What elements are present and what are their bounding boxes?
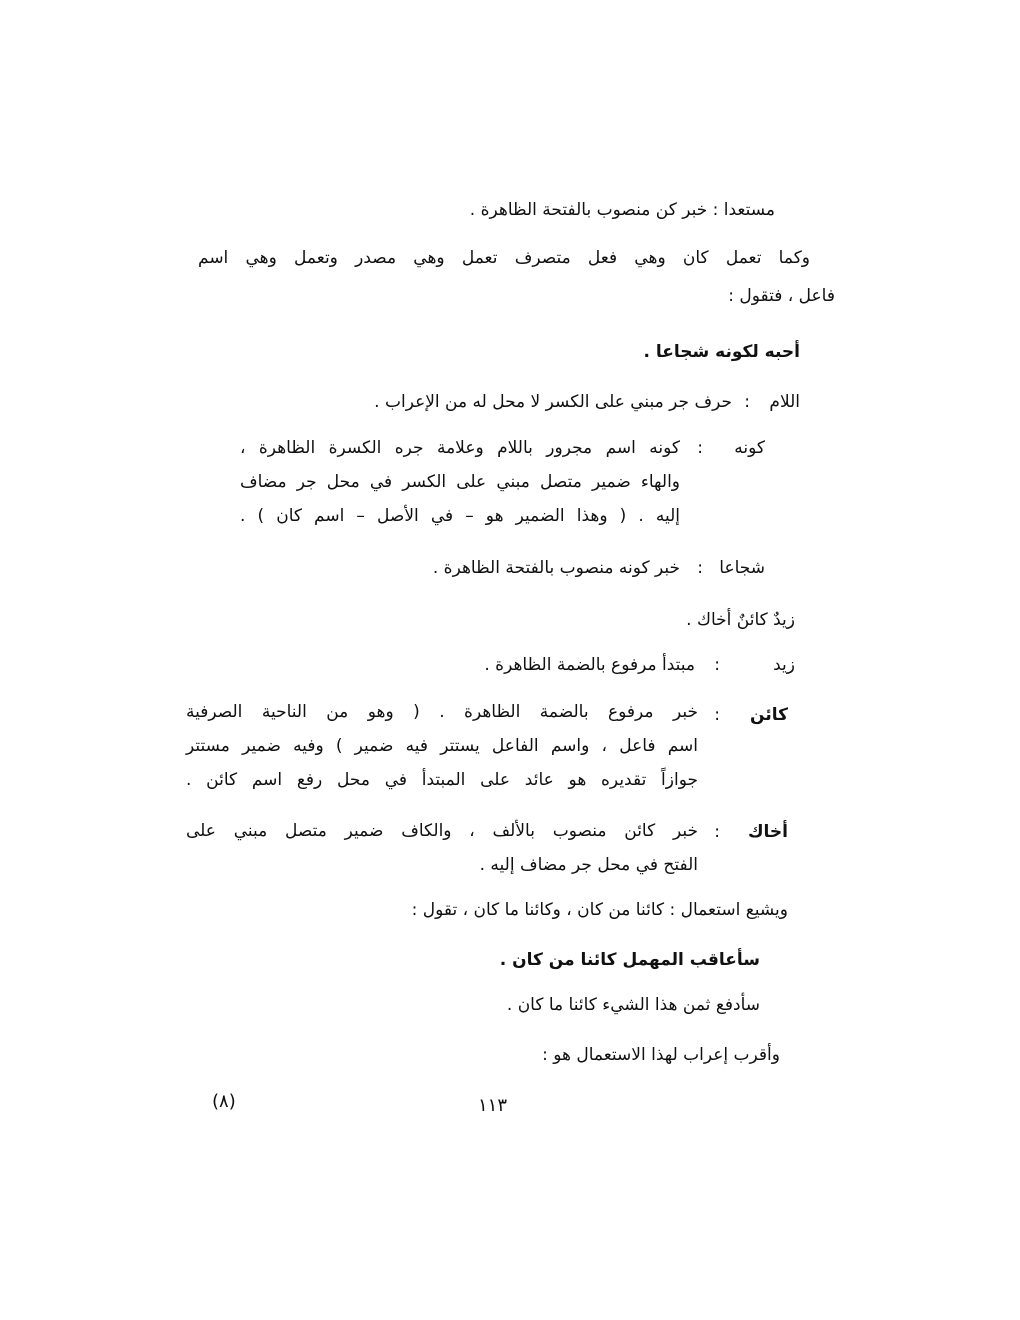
entry-label: كونه bbox=[734, 438, 765, 458]
entry-kawnih bbox=[165, 436, 765, 546]
entry-text: خبر كائن منصوب بالألف ، والكاف ضمير متصل مبني على bbox=[186, 821, 698, 841]
entry-label: أخاك bbox=[747, 822, 788, 842]
paragraph-line-2: فاعل ، فتقول : bbox=[728, 286, 835, 306]
entry-lam bbox=[180, 390, 800, 424]
entry-text: والهاء ضمير متصل مبني على الكسر في محل جر مضاف bbox=[240, 472, 680, 492]
entry-text: خبر مرفوع بالضمة الظاهرة . ( وهو من الناحية الصرفية bbox=[186, 702, 698, 722]
entry-colon: : bbox=[714, 822, 720, 842]
example-sentence-3: سأعاقب المهمل كائنا من كان . bbox=[499, 950, 760, 970]
entry-text: الفتح في محل جر مضاف إليه . bbox=[479, 855, 698, 875]
entry-text: مبتدأ مرفوع بالضمة الظاهرة . bbox=[484, 655, 695, 675]
entry-text: إليه . ( وهذا الضمير هو – في الأصل – اسم كان ) . bbox=[240, 506, 680, 526]
page-number: ١١٣ bbox=[478, 1095, 508, 1116]
entry-text: خبر كونه منصوب بالفتحة الظاهرة . bbox=[432, 558, 680, 578]
entry-text: جوازاً تقديره هو عائد على المبتدأ في محل رفع اسم كائن . bbox=[186, 770, 698, 790]
entry-kain bbox=[168, 703, 788, 813]
example-sentence-4: سأدفع ثمن هذا الشيء كائنا ما كان . bbox=[506, 995, 760, 1015]
entry-label: زيد bbox=[773, 655, 795, 675]
entry-shujaan bbox=[165, 556, 765, 590]
entry-colon: : bbox=[744, 392, 750, 412]
paragraph-line-1: وكما تعمل كان وهي فعل متصرف تعمل وهي مصدر وتعمل وهي اسم bbox=[198, 248, 810, 268]
entry-colon: : bbox=[697, 558, 703, 578]
entry-text: كونه اسم مجرور باللام وعلامة جره الكسرة الظاهرة ، bbox=[240, 438, 680, 458]
entry-text: حرف جر مبني على الكسر لا محل له من الإعراب . bbox=[374, 392, 732, 412]
entry-label: كائن bbox=[750, 705, 788, 725]
line-mustaiddan: مستعدا : خبر كن منصوب بالفتحة الظاهرة . bbox=[469, 200, 775, 220]
example-sentence-2: زيدٌ كائنٌ أخاك . bbox=[686, 610, 795, 630]
paragraph-closing: وأقرب إعراب لهذا الاستعمال هو : bbox=[542, 1045, 780, 1065]
entry-akhak bbox=[168, 820, 788, 890]
entry-label: شجاعا bbox=[719, 558, 765, 578]
entry-colon: : bbox=[714, 655, 720, 675]
entry-colon: : bbox=[697, 438, 703, 458]
entry-text: اسم فاعل ، واسم الفاعل يستتر فيه ضمير ) وفيه ضمير مستتر bbox=[186, 736, 698, 756]
entry-zayd bbox=[195, 653, 795, 687]
entry-colon: : bbox=[714, 705, 720, 725]
paragraph-usage: ويشيع استعمال : كائنا من كان ، وكائنا ما كان ، تقول : bbox=[411, 900, 788, 920]
entry-label: اللام bbox=[769, 392, 800, 412]
signature-mark: (٨) bbox=[212, 1091, 236, 1112]
example-sentence-1: أحبه لكونه شجاعا . bbox=[643, 342, 800, 362]
